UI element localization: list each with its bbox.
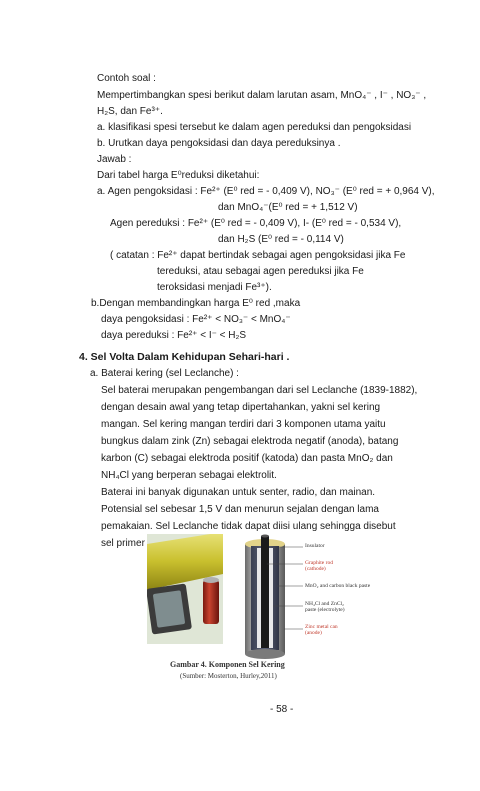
label-mno2-paste: MnO₂ and carbon black paste [305,583,371,589]
answer-intro: Dari tabel harga E⁰reduksi diketahui: [97,170,260,181]
figure-caption: Gambar 4. Komponen Sel Kering [170,660,285,669]
answer-reducer-cont: dan H₂S (E⁰ red = - 0,114 V) [218,234,344,245]
page-number: - 58 - [270,704,294,715]
note-line-3: teroksidasi menjadi Fe³⁺). [157,282,272,293]
paragraph-line: dengan desain awal yang tetap dipertahankan, yakni sel kering [101,402,381,413]
figure-source: (Sumber: Mosterton, Hurley,2011) [180,672,277,680]
paragraph-line: Potensial sel sebesar 1,5 V dan menurun sejalan dengan lama [101,504,379,515]
oxidizing-order: daya pengoksidasi : Fe²⁺ < NO₃⁻ < MnO₄⁻ [101,314,291,325]
question-a: a. klasifikasi spesi tersebut ke dalam agen pereduksi dan pengoksidasi [97,122,412,133]
label-insulator: Insulator [305,543,325,549]
label-electrolyte: NH₄Cl and ZnCl₂ paste (electrolyte) [305,601,345,613]
section-title: 4. Sel Volta Dalam Kehidupan Sehari-hari . [79,351,290,363]
paragraph-line: Sel baterai merupakan pengembangan dari sel Leclanche (1839-1882), [101,385,418,396]
paragraph-line: NH₄Cl yang berperan sebagai elektrolit. [101,470,277,481]
label-graphite-rod: Graphite rod (cathode) [305,560,333,572]
paragraph-line: karbon (C) sebagai elektroda positif (katoda) dan pasta MnO₂ dan [101,453,393,464]
note-line-1: ( catatan : Fe²⁺ dapat bertindak sebagai agen pengoksidasi jika Fe [110,250,406,261]
paragraph-line: mangan. Sel kering mangan terdiri dari 3 komponen utama yaitu [101,419,386,430]
reducing-order: daya pereduksi : Fe²⁺ < I⁻ < H₂S [101,330,247,341]
question-b: b. Urutkan daya pengoksidasi dan daya pereduksinya . [97,138,341,149]
paragraph-line: Baterai ini banyak digunakan untuk senter, radio, dan mainan. [101,487,376,498]
example-heading: Contoh soal : [97,73,156,84]
answer-oxidizer: a. Agen pengoksidasi : Fe²⁺ (E⁰ red = - 0,409 V), NO₃⁻ (E⁰ red = + 0,964 V), [97,186,435,197]
answer-reducer: Agen pereduksi : Fe²⁺ (E⁰ red = - 0,409 V), I- (E⁰ red = - 0,534 V), [110,218,402,229]
dry-cell-diagram [245,535,285,660]
label-zinc-can: Zinc metal can (anode) [305,624,338,636]
paragraph-line: bungkus dalam zink (Zn) sebagai elektroda negatif (anoda), batang [101,436,399,447]
answer-b: b.Dengan membandingkan harga E⁰ red ,maka [91,298,301,309]
answer-oxidizer-cont: dan MnO₄⁻(E⁰ red = + 1,512 V) [218,202,358,213]
question-line-2: H₂S, dan Fe³⁺. [97,106,163,117]
subsection-title: a. Baterai kering (sel Leclanche) : [90,368,239,379]
paragraph-line: pemakaian. Sel Leclanche tidak dapat diisi ulang sehingga disebut [101,521,396,532]
note-line-2: tereduksi, atau sebagai agen pereduksi jika Fe [157,266,364,277]
answer-label: Jawab : [97,154,132,165]
paragraph-line: sel primer [101,538,145,549]
question-line-1: Mempertimbangkan spesi berikut dalam larutan asam, MnO₄⁻ , I⁻ , NO₃⁻ , [97,90,427,101]
